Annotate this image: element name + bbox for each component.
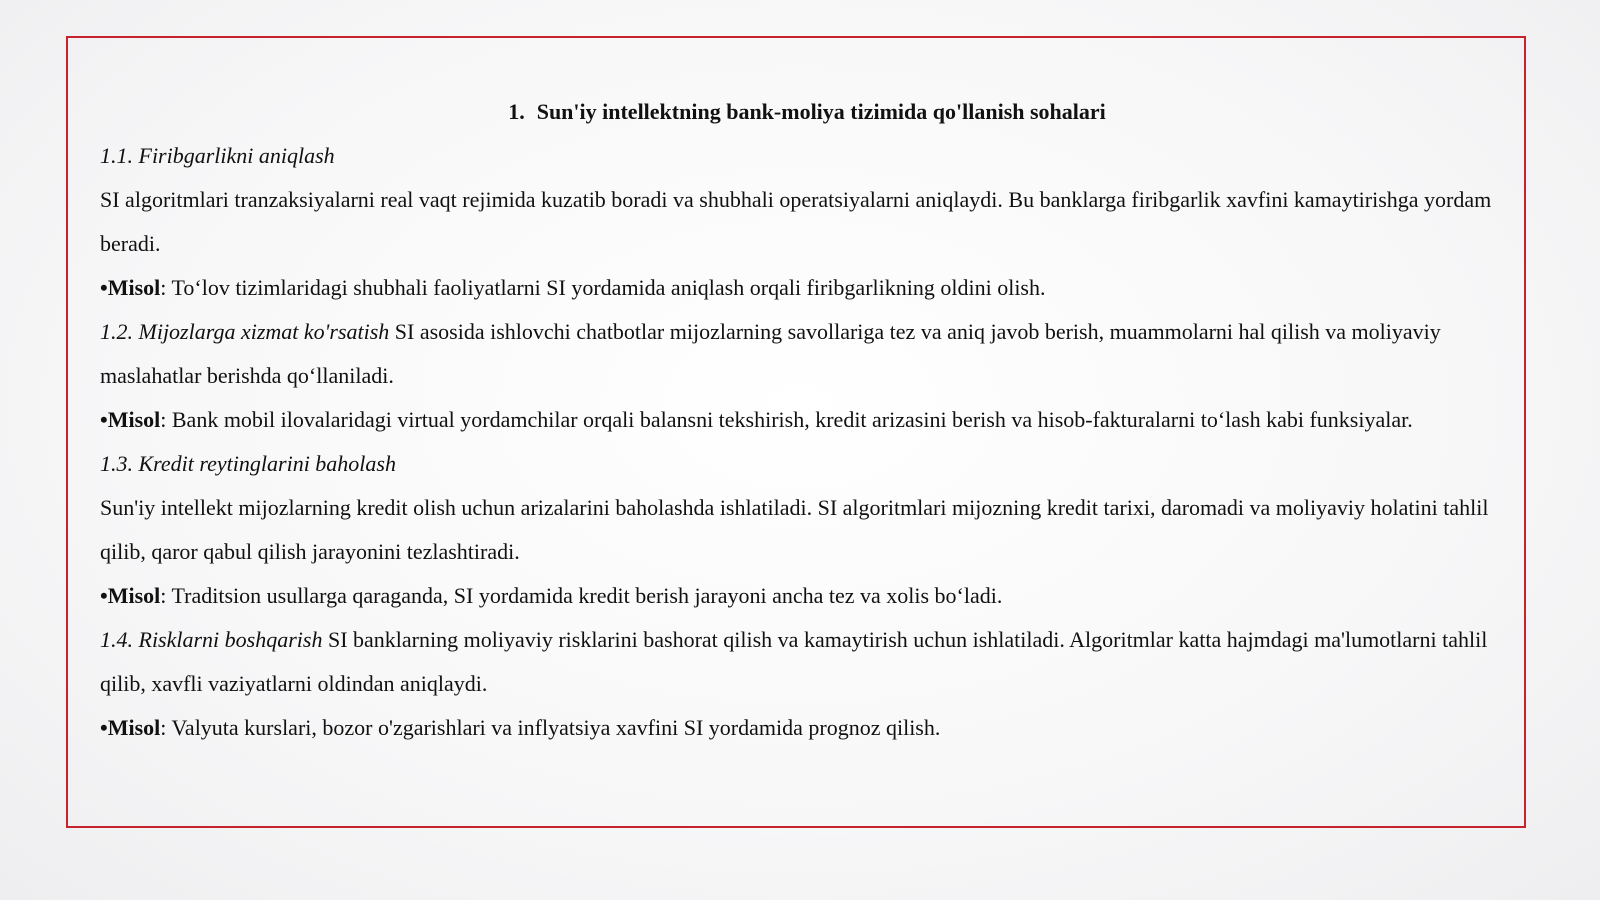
example-bullet: • (100, 715, 108, 740)
example-line (100, 706, 1496, 750)
title-text: Sun'iy intellektning bank-moliya tizimida qo'llanish sohalari (536, 99, 1106, 124)
example-label: Misol (107, 583, 161, 608)
example-text: : Valyuta kurslari, bozor o'zgarishlari va inflyatsiya xavfini SI yordamida prognoz qilish. (160, 715, 941, 740)
example-bullet: • (100, 275, 108, 300)
example-bullet: • (100, 583, 108, 608)
section-body: SI asosida ishlovchi chatbotlar mijozlarning savollariga tez va aniq javob berish, muammolarni hal qilish va moliyaviy maslahatlar berishda qo‘llaniladi. (100, 319, 1441, 388)
section-paragraph (100, 618, 1496, 706)
section-heading-text: 1.3. Kredit reytinglarini baholash (100, 451, 396, 476)
example-line (100, 398, 1496, 442)
example-line (100, 266, 1496, 310)
example-label: Misol (107, 715, 161, 740)
example-bullet: • (100, 407, 108, 432)
section-heading-text: 1.1. Firibgarlikni aniqlash (100, 143, 335, 168)
section-body: Sun'iy intellekt mijozlarning kredit olish uchun arizalarini baholashda ishlatiladi. SI algoritmlari mijozning kredit tarixi, daromadi va moliyaviy holatini tahlil qilib, qaror qabul qilish jarayonini tezlashtiradi. (100, 495, 1489, 564)
slide-title (100, 90, 1496, 134)
section-heading (100, 134, 1496, 178)
example-text: : Bank mobil ilovalaridagi virtual yordamchilar orqali balansni tekshirish, kredit arizasini berish va hisob-fakturalarni to‘lash kabi funksiyalar. (160, 407, 1413, 432)
example-text: : Traditsion usullarga qaraganda, SI yordamida kredit berish jarayoni ancha tez va xolis bo‘ladi. (160, 583, 1003, 608)
example-label: Misol (107, 275, 161, 300)
section-heading (100, 442, 1496, 486)
example-text: : To‘lov tizimlaridagi shubhali faoliyatlarni SI yordamida aniqlash orqali firibgarlikning oldini olish. (160, 275, 1046, 300)
section-body: SI banklarning moliyaviy risklarini bashorat qilish va kamaytirish uchun ishlatiladi. Algoritmlar katta hajmdagi ma'lumotlarni tahlil qilib, xavfli vaziyatlarni oldindan aniqlaydi. (100, 627, 1488, 696)
example-label: Misol (107, 407, 161, 432)
title-number: 1. (508, 99, 525, 124)
section-heading-text: 1.4. Risklarni boshqarish (100, 627, 323, 652)
slide-content (100, 90, 1496, 750)
section-body: SI algoritmlari tranzaksiyalarni real vaqt rejimida kuzatib boradi va shubhali operatsiyalarni aniqlaydi. Bu banklarga firibgarlik xavfini kamaytirishga yordam beradi. (100, 187, 1492, 256)
example-line (100, 574, 1496, 618)
section-paragraph (100, 310, 1496, 398)
slide-frame (66, 36, 1526, 828)
section-heading-text: 1.2. Mijozlarga xizmat ko'rsatish (100, 319, 390, 344)
